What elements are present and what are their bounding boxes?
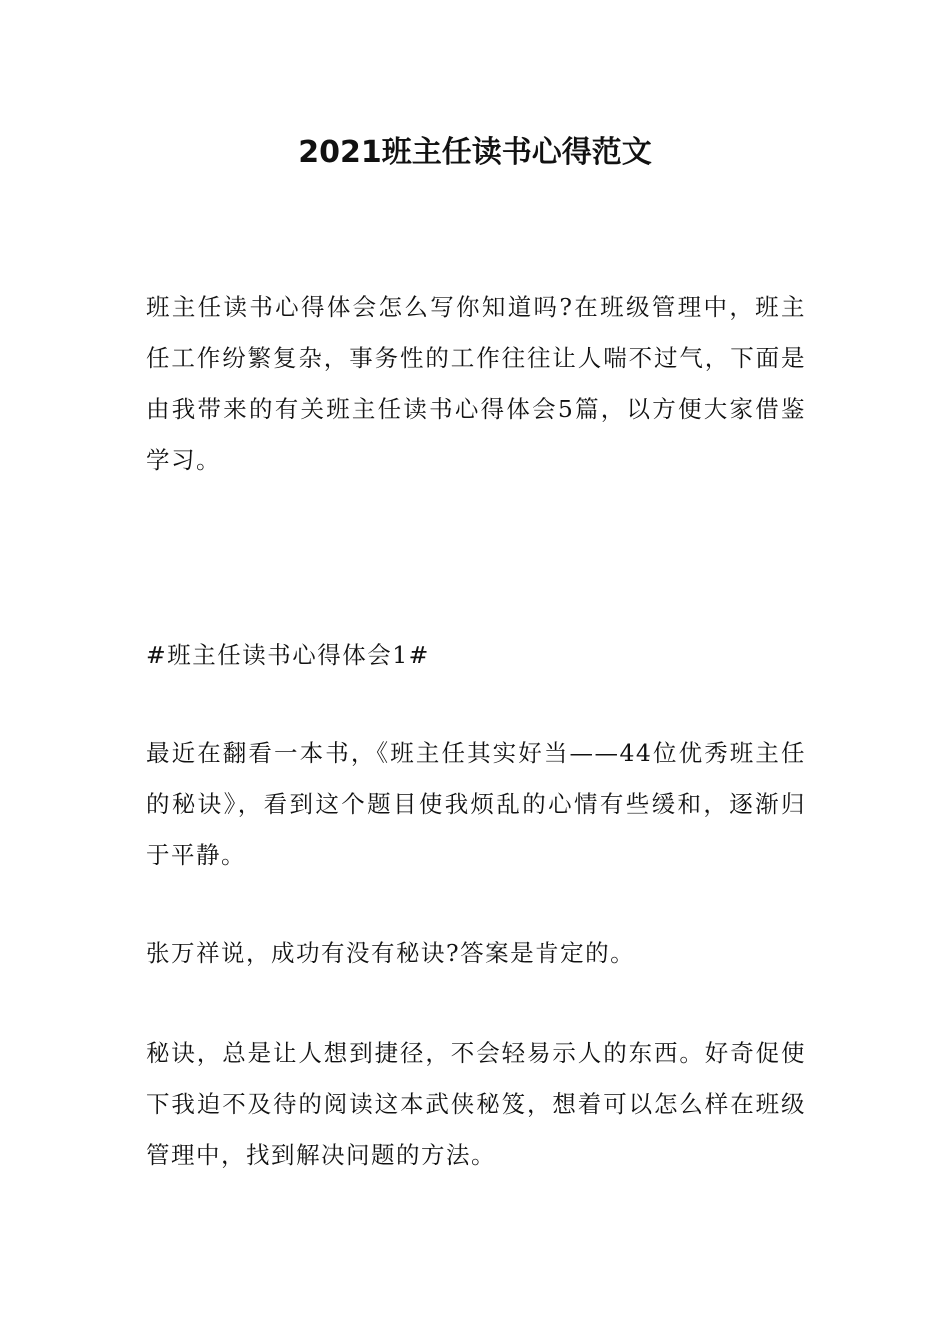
body-paragraph: 秘诀，总是让人想到捷径，不会轻易示人的东西。好奇促使下我迫不及待的阅读这本武侠秘笈，想着可以怎么样在班级管理中，找到解决问题的方法。: [146, 1039, 806, 1169]
document-title: 2021班主任读书心得范文: [298, 135, 652, 170]
body-paragraph: 最近在翻看一本书，《班主任其实好当——44位优秀班主任的秘诀》，看到这个题目使我烦乱的心情有些缓和，逐渐归于平静。: [146, 739, 806, 869]
intro-paragraph: 班主任读书心得体会怎么写你知道吗?在班级管理中，班主任工作纷繁复杂，事务性的工作往往让人喘不过气，下面是由我带来的有关班主任读书心得体会5篇，以方便大家借鉴学习。: [146, 293, 806, 474]
section-heading: #班主任读书心得体会1#: [146, 641, 430, 669]
body-paragraph: 张万祥说，成功有没有秘诀?答案是肯定的。: [146, 939, 636, 967]
